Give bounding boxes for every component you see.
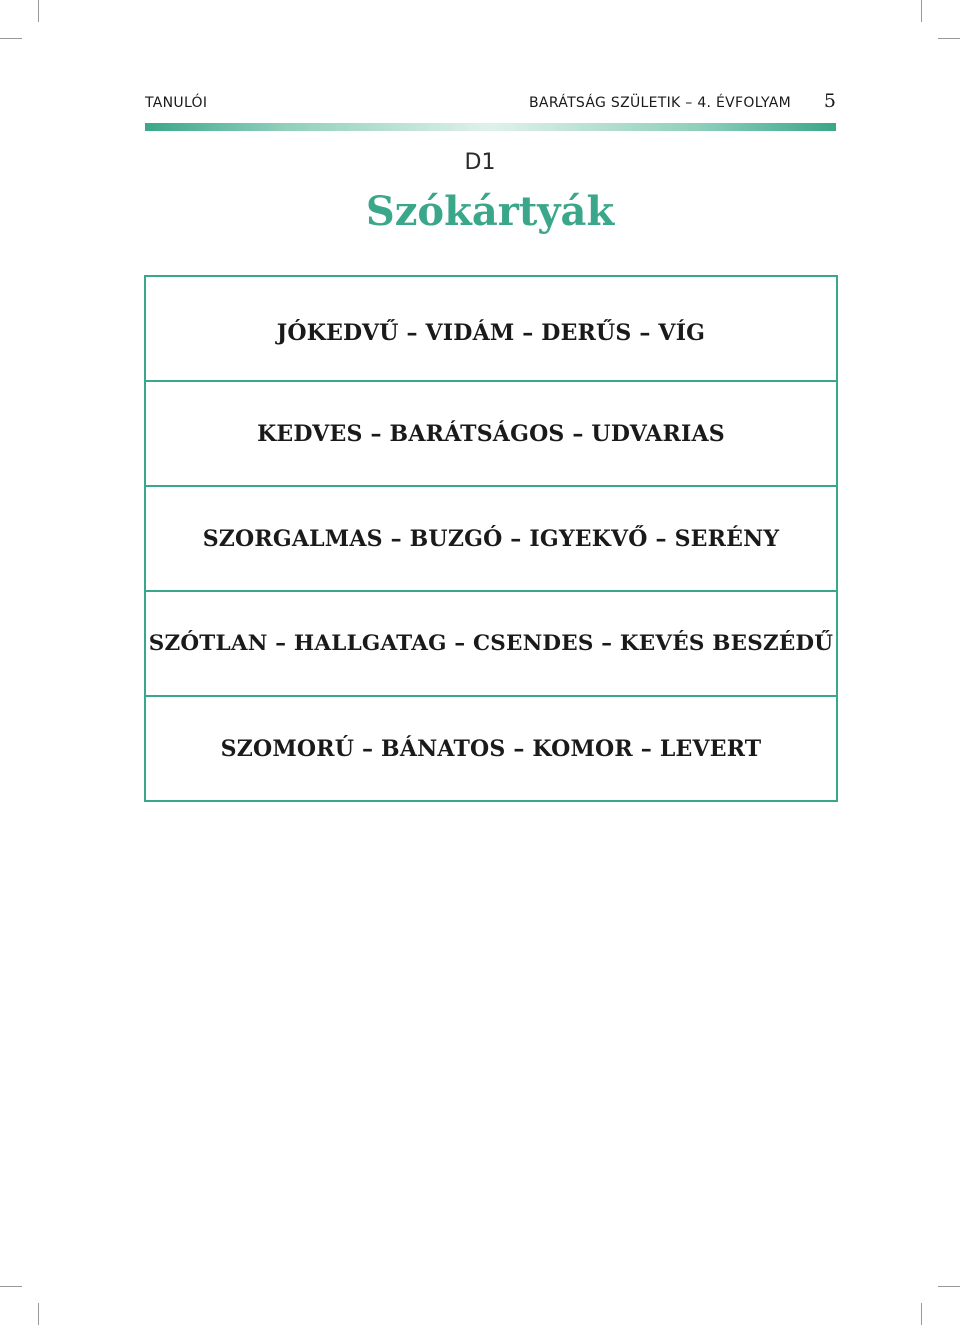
header-gradient-bar [145, 123, 836, 131]
page-number: 5 [823, 90, 836, 112]
word-card: SZÓTLAN – HALLGATAG – CSENDES – KEVÉS BESZÉDŰ [146, 590, 836, 695]
crop-mark-bottom-right-v [921, 1303, 922, 1325]
header-audience-label: TANULÓI [145, 95, 208, 111]
word-card: JÓKEDVŰ – VIDÁM – DERŰS – VÍG [276, 319, 706, 346]
word-card: SZORGALMAS – BUZGÓ – IGYEKVŐ – SERÉNY [146, 485, 836, 590]
header-bar-left [145, 123, 491, 131]
header-series-title: BARÁTSÁG SZÜLETIK – 4. ÉVFOLYAM [529, 95, 791, 111]
word-card-table [144, 275, 838, 802]
crop-mark-bottom-left-v [38, 1303, 39, 1325]
crop-mark-bottom-left-h [0, 1286, 22, 1287]
crop-mark-top-left-v [38, 0, 39, 22]
crop-mark-bottom-right-h [938, 1286, 960, 1287]
crop-mark-top-left-h [0, 38, 22, 39]
header-bar-right [491, 123, 837, 131]
word-card: KEDVES – BARÁTSÁGOS – UDVARIAS [146, 380, 836, 485]
crop-mark-top-right-v [921, 0, 922, 22]
page-title: Szókártyák [365, 188, 615, 235]
section-code: D1 [464, 150, 496, 175]
word-card: SZOMORÚ – BÁNATOS – KOMOR – LEVERT [146, 695, 836, 800]
running-header [145, 90, 836, 115]
crop-mark-top-right-h [938, 38, 960, 39]
